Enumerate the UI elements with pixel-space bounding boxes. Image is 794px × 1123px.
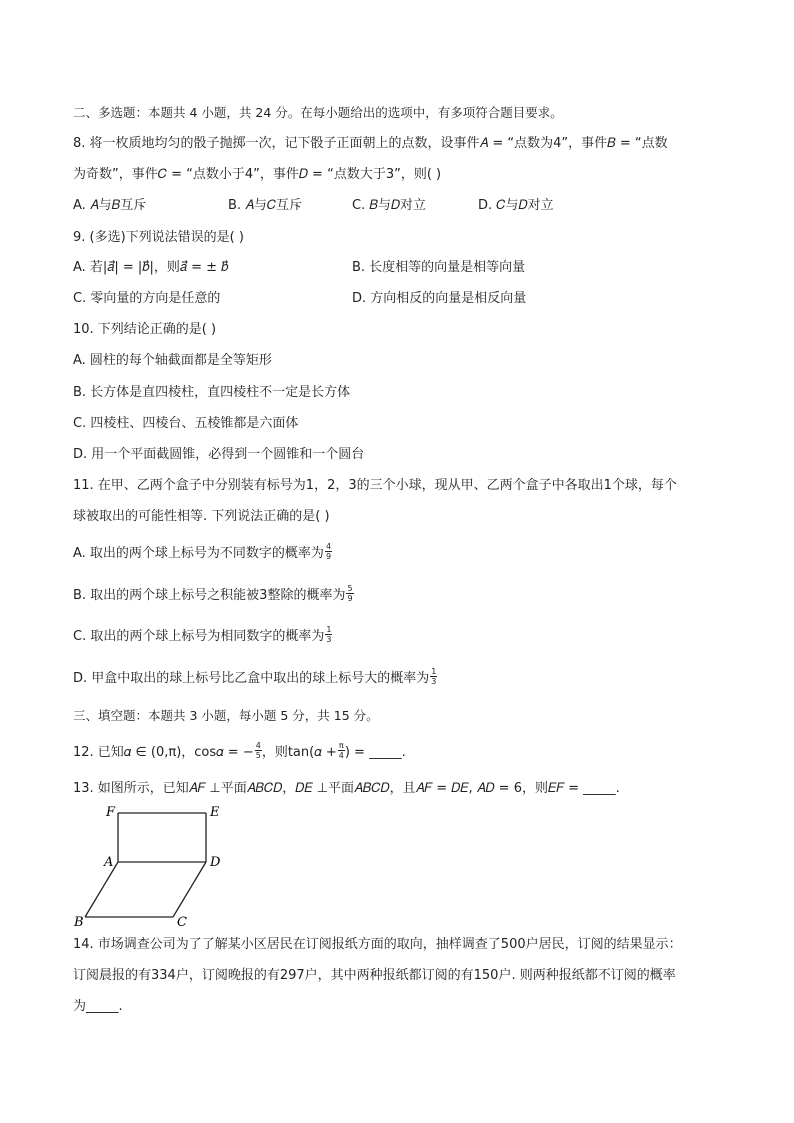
question-8-option-b: B. 𝐴与𝐶互斥 [228,198,303,213]
question-9-option-b: B. 长度相等的向量是相等向量 [352,260,526,275]
label-b: B [74,915,84,930]
fraction: $\frac{1}{3}$ [431,667,437,686]
question-11-option-a-text: A. 取出的两个球上标号为不同数字的概率为 [73,546,324,561]
fraction: $\frac{4}{5}$ [255,741,261,760]
question-10-option-a: A. 圆柱的每个轴截面都是全等矩形 [73,353,272,368]
question-9-stem: 9. (多选)下列说法错误的是( ) [73,230,244,245]
question-11-option-d [73,669,437,689]
question-11-option-a [73,544,332,564]
question-8-option-c: C. 𝐵与𝐷对立 [352,198,427,213]
question-9-option-a: A. 若|𝑎⃗| = |𝑏⃗|，则𝑎⃗ = ± 𝑏⃗ [73,260,229,275]
fraction: $\frac{1}{3}$ [326,625,332,644]
question-8-option-d: D. 𝐶与𝐷对立 [478,198,554,213]
edge-ab [85,862,118,917]
question-11-line-1: 11. 在甲、乙两个盒子中分别装有标号为1，2，3的三个小球，现从甲、乙两个盒子中各取出1个球，每个 [73,478,677,493]
fraction: $\frac{4}{9}$ [325,542,332,561]
section-2-header: 二、多选题：本题共 4 小题，共 24 分。在每小题给出的选项中，有多项符合题目要求。 [73,105,563,120]
question-10-option-d: D. 用一个平面截圆锥，必得到一个圆锥和一个圆台 [73,447,365,462]
question-8-option-a: A. 𝐴与𝐵互斥 [73,198,147,213]
question-12-post: ) = _____. [344,745,406,760]
label-e: E [210,805,220,820]
question-14-line-3: 为_____. [73,999,123,1014]
question-11-option-d-text: D. 甲盒中取出的球上标号比乙盒中取出的球上标号大的概率为 [73,671,430,686]
label-d: D [210,855,221,870]
question-12-pre: 12. 已知𝛼 ∈ (0,π)，cos𝛼 = − [73,745,254,760]
question-11-option-b [73,586,354,606]
question-10-stem: 10. 下列结论正确的是( ) [73,322,217,337]
question-14-line-2: 订阅晨报的有334户，订阅晚报的有297户，其中两种报纸都订阅的有150户. 则两种报纸都不订阅的概率 [73,968,676,983]
question-11-option-b-text: B. 取出的两个球上标号之积能被3整除的概率为 [73,588,346,603]
label-a: A [104,855,114,870]
question-10-option-b: B. 长方体是直四棱柱，直四棱柱不一定是长方体 [73,385,351,400]
question-11-line-2: 球被取出的可能性相等. 下列说法正确的是( ) [73,509,330,524]
label-c: C [177,915,187,930]
question-12-mid: ，则tan(𝛼 + [261,745,337,760]
question-13-figure [73,800,233,930]
question-12 [73,743,406,763]
question-13-stem: 13. 如图所示，已知𝐴𝐹 ⊥平面𝐴𝐵𝐶𝐷，𝐷𝐸 ⊥平面𝐴𝐵𝐶𝐷，且𝐴𝐹 = 𝐷𝐸, 𝐴𝐷 = 6，则𝐸𝐹 = _____. [73,781,620,796]
question-9-option-d: D. 方向相反的向量是相反向量 [352,291,527,306]
question-14-line-1: 14. 市场调查公司为了了解某小区居民在订阅报纸方面的取向，抽样调查了500户居民，订阅的结果显示： [73,937,682,952]
question-10-option-c: C. 四棱柱、四棱台、五棱锥都是六面体 [73,416,299,431]
label-f: F [106,805,116,820]
section-3-header: 三、填空题：本题共 3 小题，每小题 5 分，共 15 分。 [73,708,379,723]
question-9-option-c: C. 零向量的方向是任意的 [73,291,221,306]
question-8-line-1: 8. 将一枚质地均匀的骰子抛掷一次，记下骰子正面朝上的点数，设事件𝐴 = “点数为4”，事件𝐵 = “点数 [73,136,668,151]
question-8-line-2: 为奇数”，事件𝐶 = “点数小于4”，事件𝐷 = “点数大于3”，则( ) [73,167,442,182]
question-11-option-c [73,627,332,647]
fraction: $\frac{5}{9}$ [347,584,353,603]
geometry-diagram [73,800,233,930]
question-11-option-c-text: C. 取出的两个球上标号为相同数字的概率为 [73,629,325,644]
edge-cd [173,862,206,917]
fraction: $\frac{\pi}{4}$ [338,741,344,760]
